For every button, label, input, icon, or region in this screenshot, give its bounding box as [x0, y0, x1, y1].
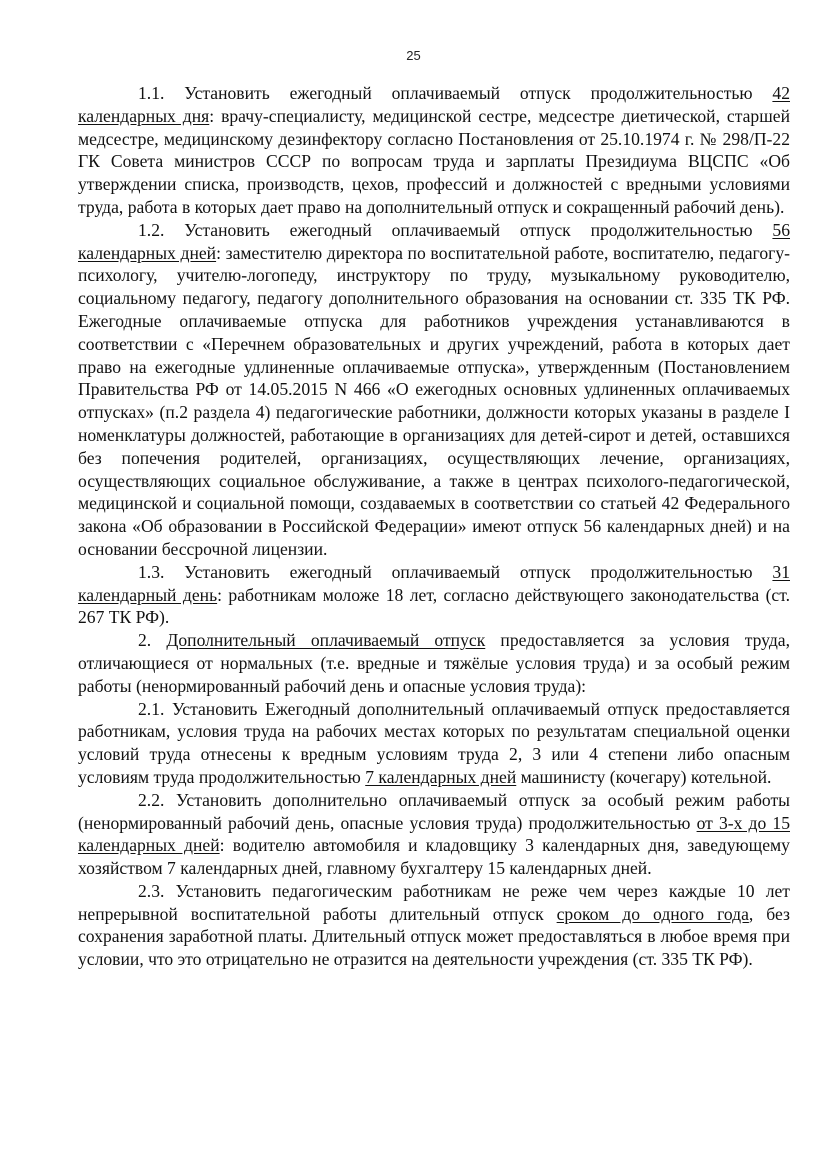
underlined-term: Дополнительный оплачиваемый отпуск — [166, 630, 486, 651]
underlined-term: 42 календарных дня — [78, 83, 790, 126]
paragraph-2-3 — [78, 880, 790, 971]
paragraph-2-1 — [78, 698, 790, 789]
paragraph-text: 2.3. Установить педагогическим работникам не реже чем через каждые 10 лет непрерывной воспитательной работы длительный отпуск — [78, 880, 790, 924]
paragraph-1-3 — [78, 561, 790, 629]
underlined-term: 7 календарных дней — [365, 766, 517, 787]
document-body — [78, 82, 790, 971]
paragraph-text: , без сохранения заработной платы. Длительный отпуск может предоставляться в любое время при условии, что это отрицательно не отразится на деятельности учреждения (ст. 335 ТК РФ). — [78, 903, 791, 970]
paragraph-1-1 — [78, 82, 790, 219]
paragraph-text: : работникам моложе 18 лет, согласно действующего законодательства (ст. 267 ТК РФ). — [78, 584, 790, 628]
underlined-term: от 3-х до 15 календарных дней — [78, 812, 790, 856]
underlined-term: 31 календарный день — [78, 561, 790, 605]
paragraph-text: 1.2. Установить ежегодный оплачиваемый отпуск продолжительностью — [138, 219, 773, 240]
page-number: 25 — [406, 48, 421, 63]
paragraph-text: 2.2. Установить дополнительно оплачиваемый отпуск за особый режим работы (ненормированный рабочий день, опасные условия труда) продолжительностью — [78, 789, 790, 833]
paragraph-2-2 — [78, 789, 790, 880]
paragraph-text: предоставляется за условия труда, отличающиеся от нормальных (т.е. вредные и тяжёлые условия труда) и за особый режим работы (ненормированный рабочий день и опасные условия труда): — [78, 630, 791, 696]
paragraph-text: : заместителю директора по воспитательной работе, воспитателю, педагогу-психологу, учителю-логопеду, инструктору по труду, музыкальному руководителю, социальному педагогу, педагогу дополнительного образования на основании ст. 335 ТК РФ. Ежегодные оплачиваемые отпуска для работников учреждения устанавливаются в соответствии с «Перечнем образовательных и других учреждений, работа в которых дает право на ежегодные удлиненные оплачиваемые отпуска», утвержденным (Постановлением Правительства РФ от 14.05.2015 N 466 «О ежегодных основных удлиненных оплачиваемых отпусках» (п.2 раздела 4) педагогические работники, должности которых указаны в разделе I номенклатуры должностей, работающие в организациях для детей-сирот и детей, оставшихся без попечения родителей, организациях, осуществляющих лечение, организациях, осуществляющих социальное обслуживание, а также в центрах психолого-педагогической, медицинской и социальной помощи, создаваемых в соответствии со статьей 42 Федерального закона «Об образовании в Российской Федерации» имеют отпуск 56 календарных дней) и на основании бессрочной лицензии. — [78, 242, 790, 559]
paragraph-text: машинисту (кочегару) котельной. — [516, 766, 772, 787]
paragraph-text: 1.3. Установить ежегодный оплачиваемый отпуск продолжительностью — [138, 561, 773, 582]
underlined-term: 56 календарных дней — [78, 219, 790, 263]
paragraph-text: : врачу-специалисту, медицинской сестре, медсестре диетической, старшей медсестре, медицинскому дезинфектору согласно Постановления от 25.10.1974 г. № 298/П-22 ГК Совета министров СССР по вопросам труда и зарплаты Президиума ВЦСПС «Об утверждении списка, производств, цехов, профессий и должностей с вредными условиями труда, работа в которых дает право на дополнительный отпуск и сокращенный рабочий день). — [78, 105, 790, 217]
paragraph-1-2 — [78, 219, 790, 561]
underlined-term: сроком до одного года — [556, 903, 749, 924]
paragraph-text: 2.1. Установить Ежегодный дополнительный оплачиваемый отпуск предоставляется работникам, условия труда на рабочих местах которых по результатам специальной оценки условий труда отнесены к вредным условиям труда 2, 3 или 4 степени либо опасным условиям труда продолжительностью — [78, 698, 790, 787]
paragraph-2 — [78, 629, 790, 697]
paragraph-text: : водителю автомобиля и кладовщику 3 календарных дня, заведующему хозяйством 7 календарных дней, главному бухгалтеру 15 календарных дней. — [78, 835, 790, 879]
paragraph-text: 2. — [138, 630, 167, 651]
paragraph-text: 1.1. Установить ежегодный оплачиваемый отпуск продолжительностью — [138, 83, 773, 103]
